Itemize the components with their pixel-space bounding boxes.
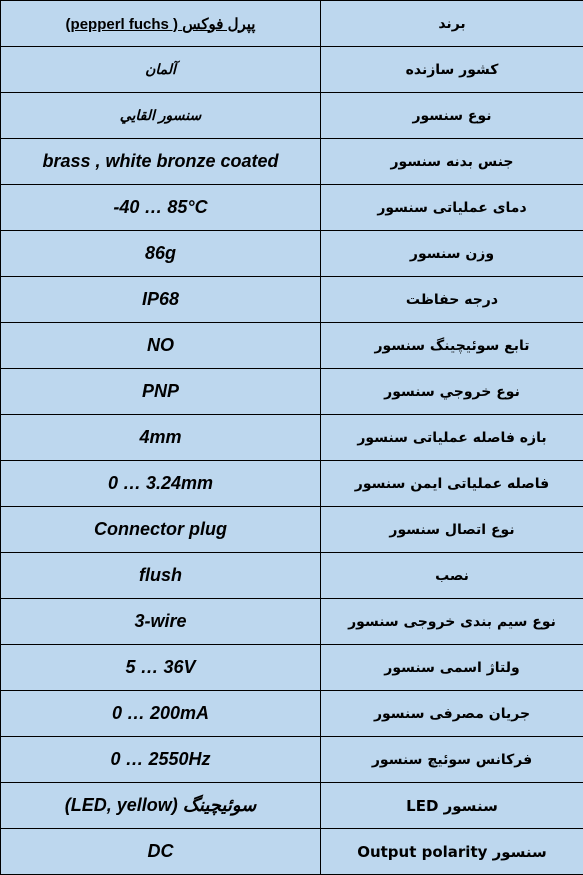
value-cell: 86g (1, 231, 321, 277)
table-row (1, 47, 583, 93)
value-cell: 0 … 3.24mm (1, 461, 321, 507)
table-row (1, 783, 583, 829)
table-row (1, 599, 583, 645)
value-cell: 0 … 2550Hz (1, 737, 321, 783)
label-cell: نوع سنسور (321, 93, 583, 139)
value-cell: flush (1, 553, 321, 599)
value-cell: brass , white bronze coated (1, 139, 321, 185)
table-row (1, 323, 583, 369)
table-row (1, 231, 583, 277)
label-cell: فرکانس سوئیچ سنسور (321, 737, 583, 783)
value-cell: آلمان (1, 47, 321, 93)
label-cell: ولتاژ اسمی سنسور (321, 645, 583, 691)
table-row (1, 507, 583, 553)
value-cell: NO (1, 323, 321, 369)
label-cell: نصب (321, 553, 583, 599)
table-row (1, 737, 583, 783)
table-row (1, 415, 583, 461)
label-cell: سنسور LED (321, 783, 583, 829)
brand-value: (pepperl fuchs ) پپرل فوکس (65, 15, 256, 33)
value-cell: سنسور القايي (1, 93, 321, 139)
value-cell: PNP (1, 369, 321, 415)
table-row (1, 1, 583, 47)
table-row (1, 461, 583, 507)
value-cell: Connector plug (1, 507, 321, 553)
label-cell: جنس بدنه سنسور (321, 139, 583, 185)
table-row (1, 645, 583, 691)
value-cell: 4mm (1, 415, 321, 461)
label-cell: تابع سوئیچینگ سنسور (321, 323, 583, 369)
label-cell: وزن سنسور (321, 231, 583, 277)
value-cell: 3-wire (1, 599, 321, 645)
label-cell: نوع اتصال سنسور (321, 507, 583, 553)
table-row (1, 553, 583, 599)
value-cell: IP68 (1, 277, 321, 323)
value-cell: DC (1, 829, 321, 875)
label-cell: نوع سیم بندی خروجی سنسور (321, 599, 583, 645)
value-cell (1, 1, 321, 47)
label-cell: برند (321, 1, 583, 47)
label-cell: سنسور Output polarity (321, 829, 583, 875)
label-cell: درجه حفاظت (321, 277, 583, 323)
table-row (1, 93, 583, 139)
value-cell: (LED, yellow) سوئیچینگ (1, 783, 321, 829)
label-cell: دمای عملیاتی سنسور (321, 185, 583, 231)
value-cell: 0 … 200mA (1, 691, 321, 737)
table-row (1, 277, 583, 323)
label-cell: جریان مصرفی سنسور (321, 691, 583, 737)
label-cell: کشور سازنده (321, 47, 583, 93)
label-cell: نوع خروجي سنسور (321, 369, 583, 415)
table-row (1, 829, 583, 875)
table-row (1, 139, 583, 185)
value-cell: -40 … 85°C (1, 185, 321, 231)
value-cell: 5 … 36V (1, 645, 321, 691)
table-row (1, 691, 583, 737)
label-cell: بازه فاصله عملیاتی سنسور (321, 415, 583, 461)
table-row (1, 369, 583, 415)
table-row (1, 185, 583, 231)
label-cell: فاصله عملیاتی ایمن سنسور (321, 461, 583, 507)
